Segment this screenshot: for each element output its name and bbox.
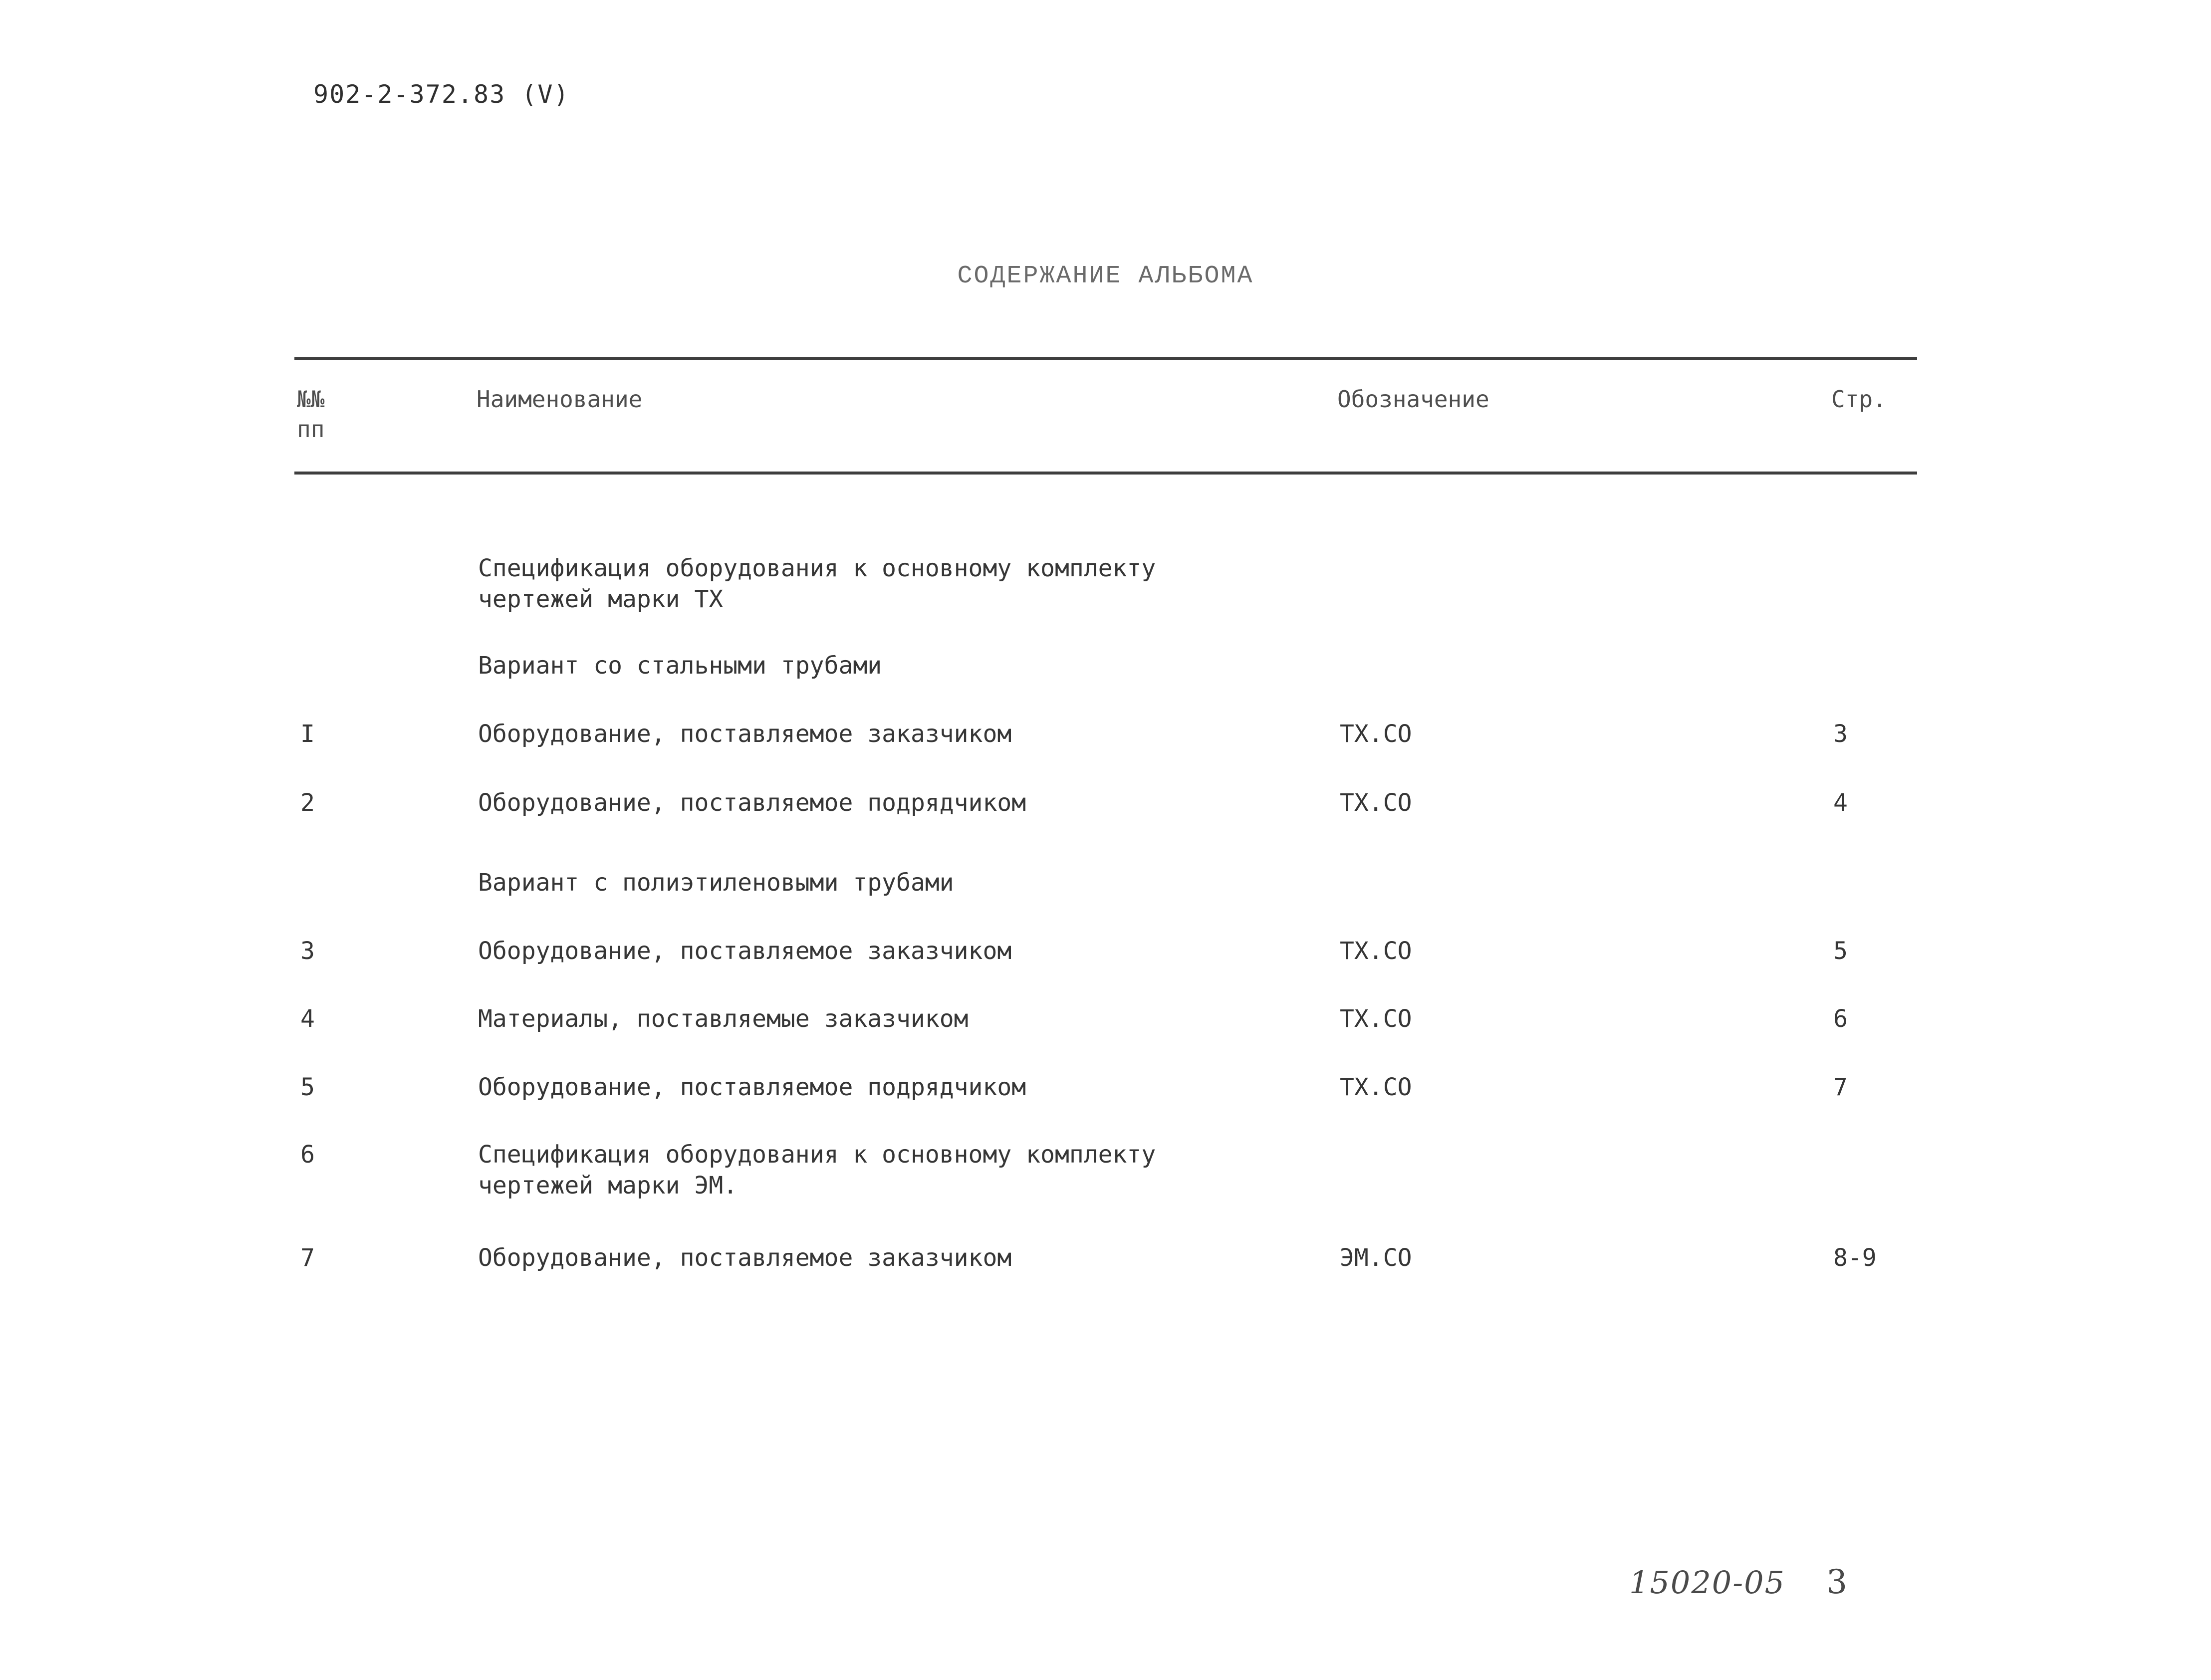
row-name: Спецификация оборудования к основному комплекту чертежей марки ТХ [478,554,1156,613]
header-name: Наименование [477,386,643,413]
table-header-rule [294,472,1917,475]
row-number: 6 [300,1141,315,1169]
row-page: 7 [1833,1073,1848,1101]
footer-document-number: 15020-05 [1629,1564,1786,1601]
row-designation: ТХ.СО [1340,937,1412,965]
row-number: 3 [300,937,315,965]
row-name: Вариант с полиэтиленовыми трубами [478,869,954,897]
footer-page-number: 3 [1826,1563,1847,1601]
row-page: 6 [1833,1005,1848,1033]
row-number: 7 [300,1244,315,1272]
header-page: Стр. [1831,386,1887,413]
row-number: 4 [300,1005,315,1033]
row-name: Вариант со стальными трубами [478,652,882,680]
row-name: Оборудование, поставляемое заказчиком [478,720,1012,748]
row-designation: ТХ.СО [1340,1005,1412,1033]
row-number: I [300,720,315,748]
header-designation: Обозначение [1337,386,1489,413]
row-number: 2 [300,789,315,817]
row-name: Оборудование, поставляемое подрядчиком [478,789,1026,817]
row-page: 8-9 [1833,1244,1877,1272]
row-designation: ТХ.СО [1340,789,1412,817]
row-name: Оборудование, поставляемое заказчиком [478,1244,1012,1272]
page-title: СОДЕРЖАНИЕ АЛЬБОМА [957,262,1254,290]
row-page: 4 [1833,789,1848,817]
table-top-rule [294,357,1917,360]
row-number: 5 [300,1073,315,1101]
row-page: 5 [1833,937,1848,965]
row-designation: ТХ.СО [1340,1073,1412,1101]
row-name: Оборудование, поставляемое подрядчиком [478,1073,1026,1101]
row-name: Спецификация оборудования к основному комплекту чертежей марки ЭМ. [478,1141,1156,1200]
row-page: 3 [1833,720,1848,748]
row-name: Оборудование, поставляемое заказчиком [478,937,1012,965]
row-designation: ТХ.СО [1340,720,1412,748]
document-code: 902-2-372.83 (V) [313,80,570,109]
row-name: Материалы, поставляемые заказчиком [478,1005,969,1033]
header-number: №№ пп [297,386,325,443]
row-designation: ЭМ.СО [1340,1244,1412,1272]
